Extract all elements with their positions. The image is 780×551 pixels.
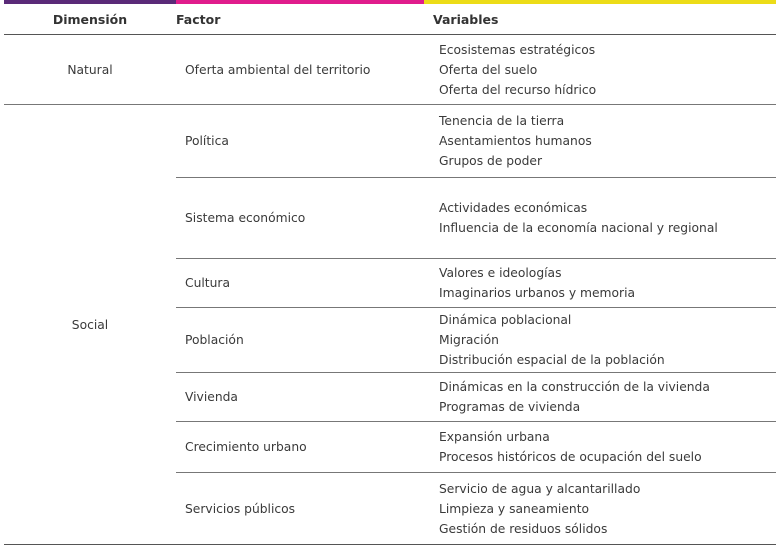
header-variables: Variables xyxy=(433,4,776,35)
table-row xyxy=(4,35,776,105)
variables-cell xyxy=(433,308,776,373)
variable-item: Imaginarios urbanos y memoria xyxy=(439,286,636,300)
variable-item: Migración xyxy=(439,333,499,347)
factor-cell: Política xyxy=(176,105,433,178)
variable-item: Grupos de poder xyxy=(439,154,543,168)
variables-cell xyxy=(433,422,776,473)
variable-item: Ecosistemas estratégicos xyxy=(439,42,596,57)
dimension-cell: Social xyxy=(4,105,176,545)
factor-cell: Servicios públicos xyxy=(176,473,433,545)
header-dimension: Dimensión xyxy=(4,4,176,35)
variables-cell xyxy=(433,259,776,308)
dimension-factor-table xyxy=(4,4,776,545)
variable-item: Distribución espacial de la población xyxy=(439,353,665,367)
variables-cell xyxy=(433,473,776,545)
variable-item: Procesos históricos de ocupación del suelo xyxy=(439,450,702,464)
factor-cell: Vivienda xyxy=(176,373,433,422)
table-row xyxy=(4,105,776,178)
variables-cell xyxy=(433,373,776,422)
variable-item: Tenencia de la tierra xyxy=(439,114,565,128)
factor-cell: Oferta ambiental del territorio xyxy=(176,35,433,105)
header-factor: Factor xyxy=(176,4,433,35)
variable-item: Limpieza y saneamiento xyxy=(439,501,590,516)
variables-cell xyxy=(433,178,776,259)
dimension-cell: Natural xyxy=(4,35,176,105)
variable-item: Actividades económicas xyxy=(439,201,588,215)
variable-item: Asentamientos humanos xyxy=(439,134,592,148)
factor-cell: Población xyxy=(176,308,433,373)
factor-cell: Cultura xyxy=(176,259,433,308)
variables-cell xyxy=(433,105,776,178)
variable-item: Influencia de la economía nacional y regional xyxy=(439,221,718,235)
variables-cell xyxy=(433,35,776,105)
factor-cell: Sistema económico xyxy=(176,178,433,259)
variable-item: Oferta del recurso hídrico xyxy=(439,82,597,97)
header-row xyxy=(4,4,776,35)
factor-cell: Crecimiento urbano xyxy=(176,422,433,473)
variable-item: Oferta del suelo xyxy=(439,62,538,77)
variable-item: Programas de vivienda xyxy=(439,400,581,414)
variable-item: Valores e ideologías xyxy=(439,266,562,280)
variable-item: Dinámicas en la construcción de la vivienda xyxy=(439,380,710,394)
variable-item: Expansión urbana xyxy=(439,430,550,444)
variable-item: Dinámica poblacional xyxy=(439,313,572,327)
variable-item: Servicio de agua y alcantarillado xyxy=(439,481,641,496)
variable-item: Gestión de residuos sólidos xyxy=(439,521,608,536)
